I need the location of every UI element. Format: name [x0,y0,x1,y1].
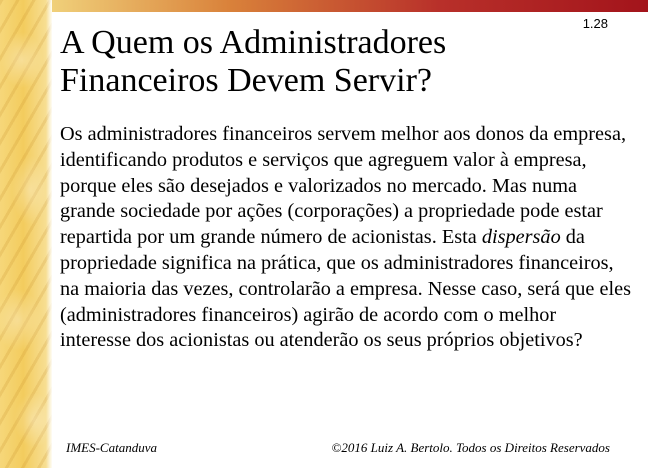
footer-institution: IMES-Catanduva [66,440,157,455]
footer-copyright: ©2016 Luiz A. Bertolo. Todos os Direitos Reservados [331,440,610,455]
slide-body-text [60,122,632,354]
slide-title [60,24,550,100]
top-gradient-bar [52,0,648,12]
body-text-emphasis: dispersão [481,226,561,249]
slide-title-line-2: Financeiros Devem Servir? [60,62,432,99]
slide-number: 1.28 [582,16,608,31]
decorative-side-strip [0,0,52,468]
slide-title-line-1: A Quem os Administradores [60,24,447,61]
body-text-part-1: Os administradores financeiros servem melhor aos donos da empresa, identificando produtos e serviços que agreguem valor à empresa, porque eles são desejados e valorizados no mercado. Mas numa grande sociedade por ações (corporações) a propriedade pode estar repartida por um grande número de acionistas. Esta [60,123,627,249]
body-text-part-2: da propriedade significa na prática, que os administradores financeiros, na maioria das vezes, controlarão a empresa. Nesse caso, será que eles (administradores financeiros) agirão de acordo com o melhor interesse dos acionistas ou atenderão os seus próprios objetivos? [60,226,631,352]
